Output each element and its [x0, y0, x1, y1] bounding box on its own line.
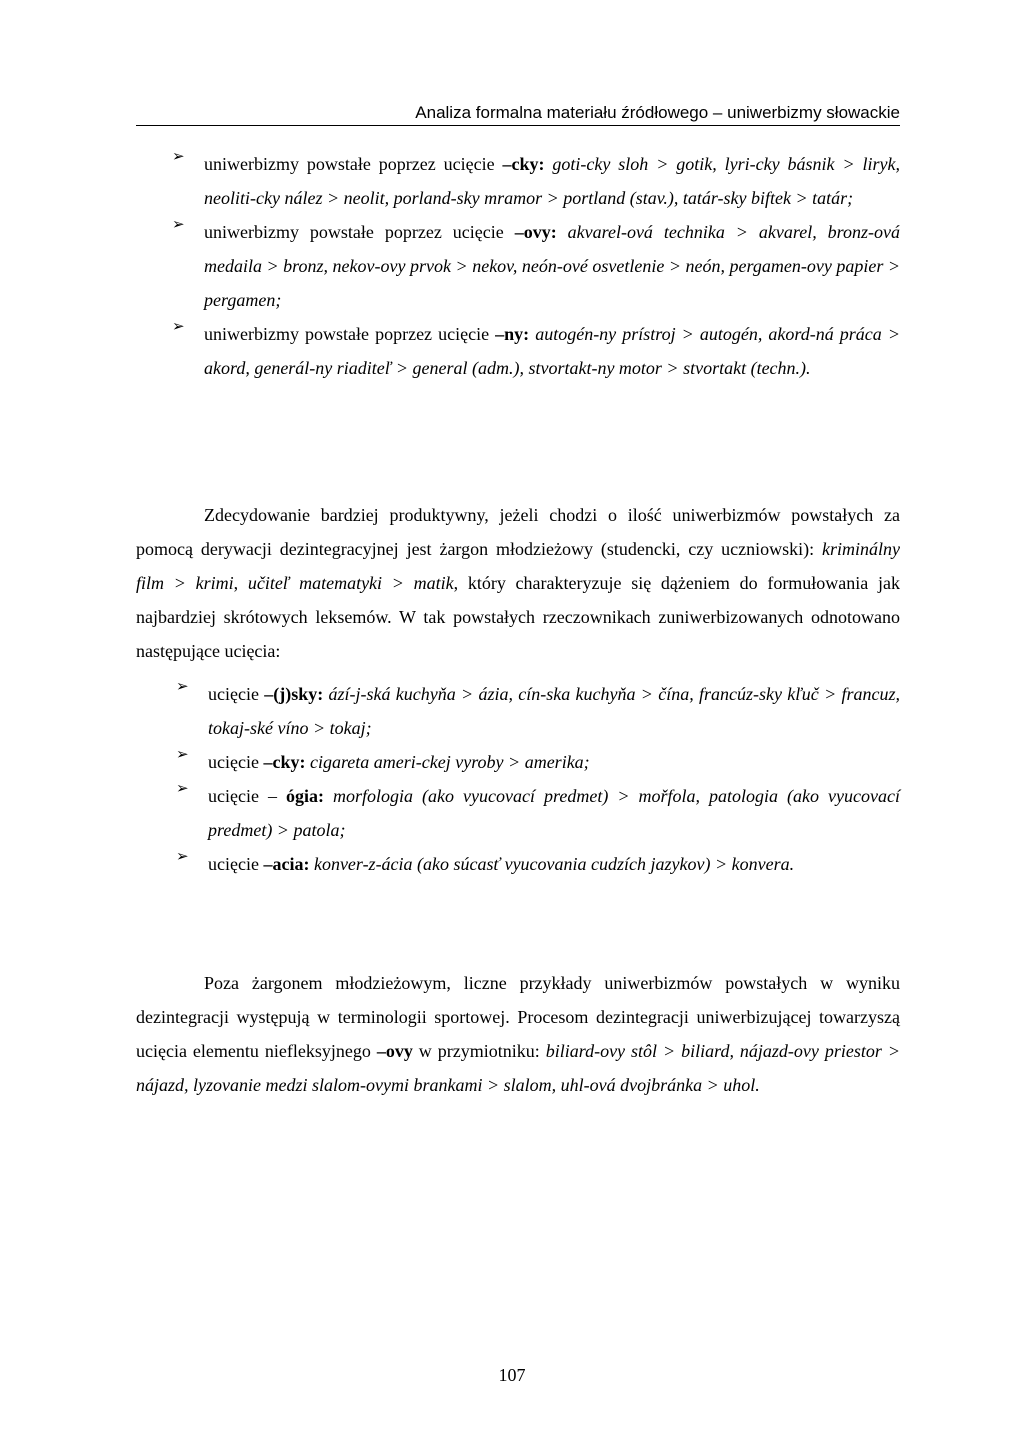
- arrow-bullet-icon: ➢: [176, 779, 189, 797]
- item-prefix: uniwerbizmy powstałe poprzez ucięcie: [204, 324, 496, 344]
- item-examples: autogén-ny prístroj > autogén, akord-ná práca > akord, generál-ny riaditeľ > general (adm.), stvortakt-ny motor > stvortakt (techn.).: [204, 324, 900, 378]
- arrow-bullet-icon: ➢: [172, 147, 185, 165]
- list-item: [136, 745, 900, 779]
- paragraph-text: Poza żargonem młodzieżowym, liczne przykłady uniwerbizmów powstałych w wyniku dezintegracji występują w terminologii sportowej. Procesom dezintegracji uniwerbizującej towarzyszą ucięcia elementu niefleksyjnego: [136, 973, 900, 1061]
- arrow-bullet-icon: ➢: [176, 745, 189, 763]
- item-examples: akvarel-ová technika > akvarel, bronz-ová medaila > bronz, nekov-ovy prvok > nekov, neón-ové osvetlenie > neón, pergamen-ovy papier > pergamen;: [204, 222, 900, 310]
- list-item-text: [208, 779, 900, 847]
- example-terms: biliard-ovy stôl > biliard, nájazd-ovy priestor > nájazd, lyzovanie medzi slalom-ovymi brankami > slalom, uhl-ová dvojbránka > uhol.: [136, 1041, 900, 1095]
- example-term: kriminálny film > krimi: [136, 539, 900, 593]
- list-item-text: [208, 745, 900, 779]
- item-examples: cigareta ameri-ckej vyroby > amerika;: [305, 752, 590, 772]
- header-rule: [136, 125, 900, 126]
- list-item: [136, 779, 900, 847]
- item-prefix: ucięcie: [208, 854, 264, 874]
- example-term: učiteľ matematyki > matik: [247, 573, 454, 593]
- paragraph-text: w przymiotniku:: [412, 1041, 546, 1061]
- suffix-list-adjectival: [136, 147, 900, 385]
- item-suffix: –cky:: [263, 752, 306, 772]
- arrow-bullet-icon: ➢: [176, 847, 189, 865]
- list-item: [136, 847, 900, 881]
- page-number: 107: [498, 1365, 526, 1385]
- item-suffix: –ny:: [495, 324, 530, 344]
- item-suffix: –ovy:: [514, 222, 557, 242]
- item-suffix: –(j)sky:: [264, 684, 324, 704]
- item-examples: morfologia (ako vyucovací predmet) > mořfola, patologia (ako vyucovací predmet) > patola;: [208, 786, 900, 840]
- item-examples: konver-z-ácia (ako súcasť vyucovania cudzích jazykov) > konvera.: [309, 854, 795, 874]
- suffix-list-jargon: [136, 677, 900, 881]
- list-item: [136, 317, 900, 385]
- list-item-text: [204, 215, 900, 317]
- list-item: [136, 677, 900, 745]
- arrow-bullet-icon: ➢: [176, 677, 189, 695]
- paragraph-text: , który charakteryzuje się dążeniem do formułowania jak najbardziej skrótowych leksemów. W tak powstałych rzeczownikach zuniwerbizowanych odnotowano następujące ucięcia:: [136, 573, 900, 661]
- list-item-text: [204, 317, 900, 385]
- list-item-text: [208, 847, 900, 881]
- running-header: Analiza formalna materiału źródłowego – uniwerbizmy słowackie: [415, 103, 900, 122]
- paragraph-text: ,: [233, 573, 248, 593]
- list-item-text: [208, 677, 900, 745]
- paragraph-youth-jargon: [136, 498, 900, 668]
- paragraph-text: Zdecydowanie bardziej produktywny, jeżeli chodzi o ilość uniwerbizmów powstałych za pomocą derywacji dezintegracyjnej jest żargon młodzieżowy (studencki, czy uczniowski):: [136, 505, 900, 559]
- suffix-term: –ovy: [376, 1041, 413, 1061]
- item-examples: goti-cky sloh > gotik, lyri-cky básnik > liryk, neoliti-cky nález > neolit, porland-sky mramor > portland (stav.), tatár-sky biftek > tatár;: [204, 154, 900, 208]
- item-prefix: ucięcie: [208, 752, 264, 772]
- item-prefix: uniwerbizmy powstałe poprzez ucięcie: [204, 222, 515, 242]
- item-examples: ází-j-ská kuchyňa > ázia, cín-ska kuchyňa > čína, francúz-sky kľuč > francuz, tokaj-ské víno > tokaj;: [208, 684, 900, 738]
- item-suffix: –cky:: [502, 154, 545, 174]
- list-item-text: [204, 147, 900, 215]
- paragraph-sport-terminology: [136, 966, 900, 1102]
- item-prefix: uniwerbizmy powstałe poprzez ucięcie: [204, 154, 503, 174]
- item-suffix: ógia:: [286, 786, 324, 806]
- arrow-bullet-icon: ➢: [172, 215, 185, 233]
- list-item: [136, 147, 900, 215]
- item-suffix: –acia:: [263, 854, 310, 874]
- arrow-bullet-icon: ➢: [172, 317, 185, 335]
- list-item: [136, 215, 900, 317]
- item-prefix: ucięcie: [208, 684, 265, 704]
- item-prefix: ucięcie –: [208, 786, 286, 806]
